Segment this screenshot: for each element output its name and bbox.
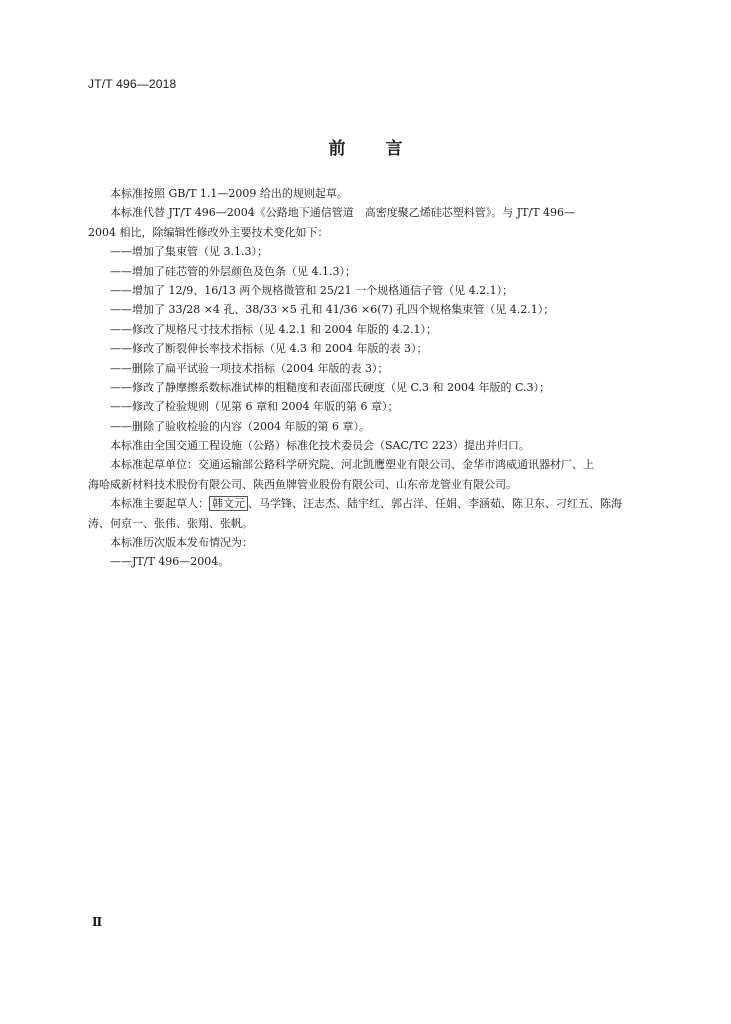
change-item: ——增加了 12/9、16/13 两个规格微管和 25/21 一个规格通信子管（见 4.2.1）； <box>110 283 514 297</box>
change-item: ——增加了集束管（见 3.1.3）； <box>110 245 268 259</box>
foreword-body <box>88 184 644 572</box>
paragraph-history-intro: 本标准历次版本发布情况为： <box>110 536 253 550</box>
paragraph-replacement-line1: 本标准代替 JT/T 496—2004《公路地下通信管道 高密度聚乙烯硅芯塑料管》。与 JT/T 496— <box>110 206 576 220</box>
paragraph-drafters-line1 <box>88 494 644 513</box>
paragraph-drafting-rules: 本标准按照 GB/T 1.1—2009 给出的规则起草。 <box>110 187 348 200</box>
change-item: ——修改了断裂伸长率技术指标（见 4.3 和 2004 年版的表 3）； <box>110 342 428 356</box>
change-item: ——增加了硅芯管的外层颜色及色条（见 4.1.3）； <box>110 264 356 278</box>
drafters-prefix: 本标准主要起草人： <box>110 497 209 511</box>
change-item: ——删除了扁平试验一项技术指标（2004 年版的表 3）； <box>110 361 389 375</box>
drafters-rest: 、马学锋、汪志杰、陆宇红、郭占洋、任娟、李涵茹、陈卫东、刁红五、陈海 <box>248 497 622 511</box>
change-item: ——修改了检验规则（见第 6 章和 2004 年版的第 6 章）； <box>110 400 399 414</box>
page-title: 前言 <box>328 139 443 159</box>
history-item: ——JT/T 496—2004。 <box>110 555 230 569</box>
change-item: ——修改了规格尺寸技术指标（见 4.2.1 和 2004 年版的 4.2.1）； <box>110 322 437 336</box>
drafter-name-boxed: 韩文元 <box>209 496 248 511</box>
paragraph-drafting-units-line2: 海哈威新材料技术股份有限公司、陕西鱼牌管业股份有限公司、山东帝龙管业有限公司。 <box>88 477 517 491</box>
document-code: JT/T 496—2018 <box>88 77 177 91</box>
change-item: ——删除了验收检验的内容（2004 年版的第 6 章）。 <box>110 419 370 433</box>
paragraph-proposer: 本标准由全国交通工程设施（公路）标准化技术委员会（SAC/TC 223）提出并归口。 <box>110 439 530 453</box>
paragraph-drafters-line2: 涛、何京一、张伟、张翔、张帆。 <box>88 516 253 530</box>
change-item: ——增加了 33/28 ×4 孔、38/33 ×5 孔和 41/36 ×6(7) 孔四个规格集束管（见 4.2.1）； <box>110 303 555 317</box>
paragraph-drafting-units-line1: 本标准起草单位：交通运输部公路科学研究院、河北凯鹰塑业有限公司、金华市鸿威通讯器材厂、上 <box>110 458 594 472</box>
paragraph-replacement-line2: 2004 相比，除编辑性修改外主要技术变化如下： <box>88 225 329 239</box>
page-number: Ⅱ <box>92 915 103 929</box>
change-item: ——修改了静摩擦系数标准试棒的粗糙度和表面邵氏硬度（见 C.3 和 2004 年版的 C.3）； <box>110 380 551 394</box>
